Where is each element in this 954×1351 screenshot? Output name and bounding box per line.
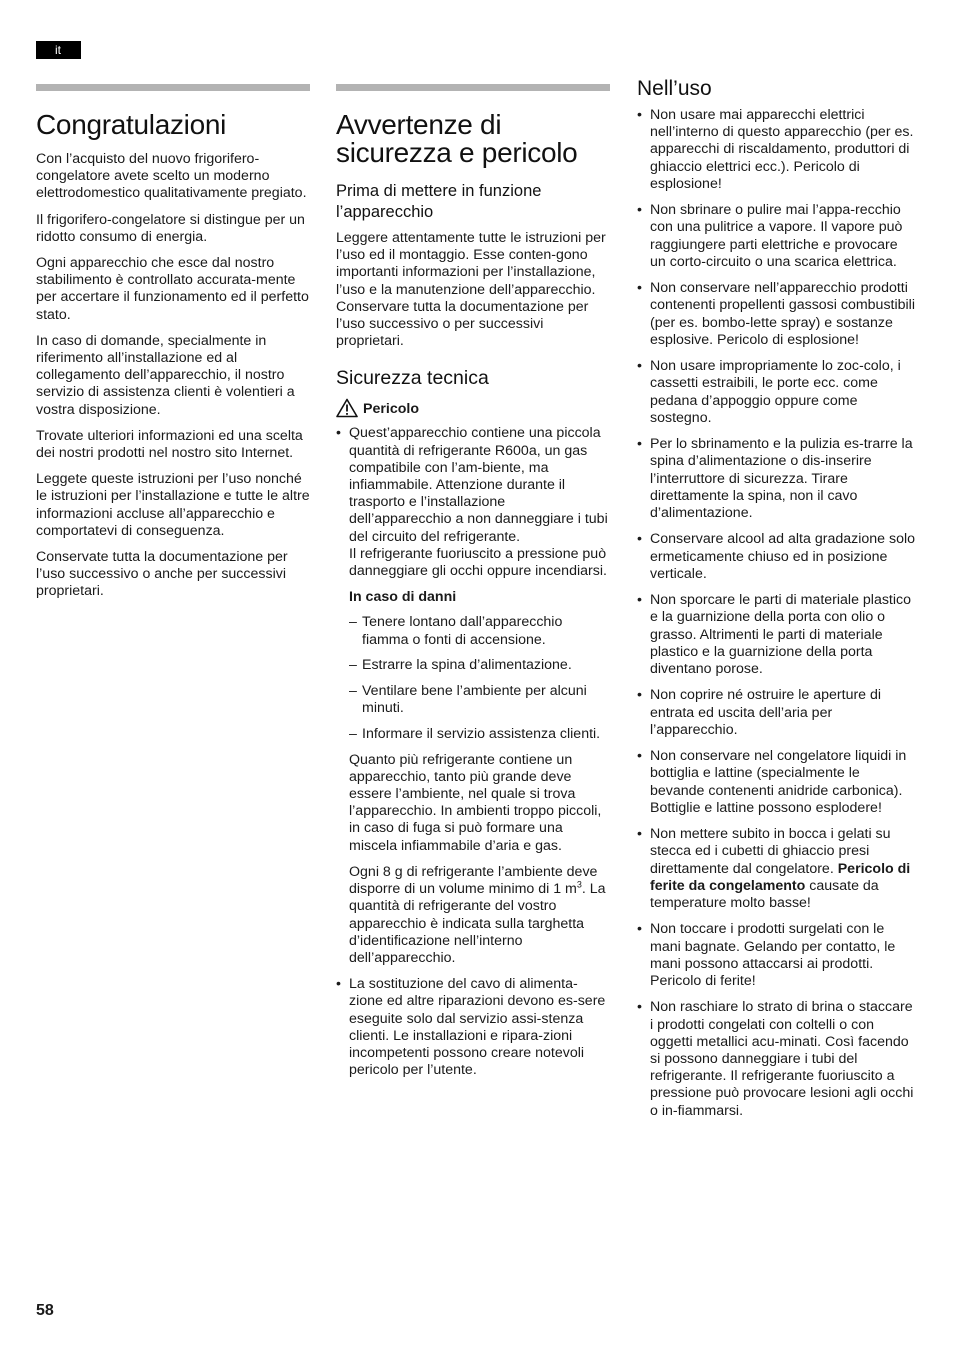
- superscript: 3: [576, 879, 582, 890]
- list-item: [349, 614, 610, 648]
- list-item: [349, 683, 610, 717]
- list-item: [637, 531, 915, 583]
- bullet-text: Non coprire né ostruire le aperture di entrata ed uscita dell’aria per l’apparecchio.: [650, 687, 882, 738]
- list-item: [637, 280, 915, 349]
- bullet-text: Per lo sbrinamento e la pulizia es-trarre la spina d’alimentazione o dis-inserire l’interruttore di sicurezza. Tirare direttamente la spina, non il cavo d’alimentazione.: [650, 436, 913, 522]
- bullet-text: Non sbrinare o pulire mai l’appa-recchio con una pulitrice a vapore. Il vapore può raggiungere parti elettriche e provocare un corto-circuito o una scarica elettrica.: [650, 202, 903, 270]
- dash-text: Tenere lontano dall’apparecchio fiamma o fonti di accensione.: [362, 614, 563, 648]
- list-item: [637, 107, 915, 193]
- text-span: Ogni 8 g di refrigerante l’ambiente deve disporre di un volume minimo di 1 m: [349, 863, 598, 898]
- paragraph: Con l’acquisto del nuovo frigorifero-congelatore avete scelto un moderno elettrodomestico qualitativamente pregiato.: [36, 151, 307, 202]
- bullet-text: causate da temperature molto basse!: [650, 877, 879, 912]
- bullet-icon: •: [637, 358, 642, 375]
- damage-section: [349, 589, 610, 967]
- warning-text: Pericolo: [363, 401, 419, 418]
- paragraph: Trovate ulteriori informazioni ed una scelta dei nostri prodotti nel nostro sito Internet.: [36, 427, 303, 462]
- bullet-text: Non usare mai apparecchi elettrici nell’interno di questo apparecchio (per es. apparecchi di riscaldamento, produttori di ghiaccio elettrici ecc.). Pericolo di esplosione!: [650, 107, 914, 192]
- section-rule: [36, 84, 310, 91]
- dash-icon: –: [349, 657, 357, 674]
- prima-paragraph: Conservare tutta la documentazione per l’uso successivo o per successivi proprietari.: [336, 298, 589, 350]
- paragraph: Quanto più refrigerante contiene un apparecchio, tanto più grande deve essere l’ambiente, nel quale si trova l’apparecchio. In ambienti troppo piccoli, in caso di fuga si può formare una miscela infiammabile d’aria e gas.: [349, 751, 602, 854]
- warning-label: [336, 398, 610, 418]
- prima-paragraph: Leggere attentamente tutte le istruzioni per l’uso ed il montaggio. Esse conten-gono importanti informazioni per l’installazione, l’uso e la manutenzione dell’apparecchio.: [336, 230, 606, 298]
- avvertenze-title: Avvertenze di sicurezza e pericolo: [336, 109, 578, 168]
- list-item: [637, 999, 915, 1119]
- bullet-text: Non conservare nell’apparecchio prodotti contenenti propellenti gassosi combustibili (per es. bombo-lette spray) e sostanze esplosive. Pericolo di esplosione!: [650, 280, 915, 348]
- dash-text: Estrarre la spina d’alimentazione.: [362, 657, 572, 674]
- damage-label: In caso di danni: [349, 589, 457, 606]
- sicurezza-list-2: [336, 976, 610, 1079]
- list-item: [637, 358, 915, 427]
- list-item: [637, 592, 915, 678]
- page-number: 58: [36, 1302, 54, 1319]
- bullet-text: Il refrigerante fuoriuscito a pressione può danneggiare gli occhi oppure incendiarsi.: [349, 545, 607, 580]
- bullet-text: Conservare alcool ad alta gradazione solo ermeticamente chiuso ed in posizione verticale.: [650, 531, 915, 582]
- dash-text: Informare il servizio assistenza clienti.: [362, 725, 601, 742]
- bullet-text: Non conservare nel congelatore liquidi in bottiglia e lattine (specialmente le bevande contenenti anidride carbonica). Bottiglie e lattine possono esplodere!: [650, 748, 907, 816]
- bullet-icon: •: [637, 436, 642, 453]
- list-item: [637, 202, 915, 271]
- sicurezza-tecnica-heading: Sicurezza tecnica: [336, 367, 489, 390]
- bullet-text: Non toccare i prodotti surgelati con le mani bagnate. Gelando per contatto, le mani possono attaccarsi ai prodotti. Pericolo di ferite!: [650, 921, 896, 990]
- text-span: . La quantità di refrigerante del vostro apparecchio è indicata sulla targhetta d’identificazione nell’interno dell’apparecchio.: [349, 881, 606, 966]
- list-item: [637, 436, 915, 522]
- avvertenze-column: [336, 84, 610, 1088]
- bullet-text: Quest’apparecchio contiene una piccola quantità di refrigerante R600a, un gas compatibile con l’am-biente, ma infiammabile. Attenzione durante il trasporto e l’installazione dell’apparecchio a non danneggiare i tubi del circuito del refrigerante.: [349, 425, 608, 545]
- list-item: [637, 826, 915, 912]
- bullet-text: La sostituzione del cavo di alimenta-zione ed altre riparazioni devono es-sere eseguite solo dal servizio assi-stenza clienti. Le installazioni e ripara-zioni incompetenti possono creare notevoli pericolo per l’utente.: [349, 976, 606, 1079]
- bullet-icon: •: [637, 592, 642, 609]
- nelluso-list: [637, 107, 915, 1120]
- sicurezza-list: [336, 425, 610, 580]
- bullet-icon: •: [637, 280, 642, 297]
- bullet-icon: •: [637, 202, 642, 219]
- damage-list: [349, 614, 610, 743]
- bullet-icon: •: [637, 999, 642, 1016]
- dash-text: Ventilare bene l’ambiente per alcuni minuti.: [362, 683, 587, 717]
- bullet-text: Non usare impropriamente lo zoc-colo, i cassetti estraibili, le porte ecc. come pedana d’appoggio oppure come sostegno.: [650, 358, 901, 426]
- bold-warning: Pericolo di ferite da congelamento: [650, 860, 911, 894]
- list-item: [336, 425, 610, 580]
- paragraph: Ogni apparecchio che esce dal nostro stabilimento è controllato accurata-mente per accertare il funzionamento ed il perfetto stato.: [36, 255, 309, 323]
- nelluso-column: [637, 78, 915, 1129]
- bullet-text: Non mettere subito in bocca i gelati su stecca ed i cubetti di ghiaccio presi direttamente dal congelatore.: [650, 826, 891, 877]
- list-item: [349, 726, 610, 743]
- prima-heading: Prima di mettere in funzione l’apparecchio: [336, 182, 542, 221]
- paragraph: [349, 864, 610, 967]
- list-item: [637, 748, 915, 817]
- list-item: [637, 687, 915, 739]
- bullet-icon: •: [637, 748, 642, 765]
- nelluso-heading: Nell’uso: [637, 77, 712, 100]
- bullet-text: Non raschiare lo strato di brina o staccare i prodotti congelati con coltelli o con oggetti metallici acu-minati. Così facendo si possono danneggiare i tubi del refrigerante. Il refrigerante fuoriuscito a pressione può provocare lesioni agli occhi o in-fiammarsi.: [650, 999, 914, 1119]
- congratulazioni-title: Congratulazioni: [36, 109, 227, 140]
- bullet-icon: •: [336, 425, 341, 442]
- dash-icon: –: [349, 614, 357, 631]
- language-tag: it: [36, 41, 81, 59]
- bullet-icon: •: [336, 976, 341, 993]
- paragraph: Conservate tutta la documentazione per l’uso successivo o anche per successivi proprietari.: [36, 549, 288, 600]
- warning-triangle-icon: [336, 398, 358, 418]
- bullet-icon: •: [637, 826, 642, 843]
- bullet-icon: •: [637, 531, 642, 548]
- dash-icon: –: [349, 725, 357, 742]
- bullet-icon: •: [637, 687, 642, 704]
- bullet-icon: •: [637, 921, 642, 938]
- bullet-text: Non sporcare le parti di materiale plastico e la guarnizione della porta con olio o grasso. Altrimenti le parti di materiale plastico e la guarnizione della porta diventano porose.: [650, 592, 912, 678]
- congratulazioni-column: [36, 84, 310, 610]
- list-item: [336, 976, 610, 1079]
- list-item: [349, 657, 610, 674]
- paragraph: In caso di domande, specialmente in riferimento all’installazione ed al collegamento dell’apparecchio, il nostro servizio di assistenza clienti è volentieri a vostra disposizione.: [36, 332, 295, 418]
- dash-icon: –: [349, 683, 357, 700]
- section-rule: [336, 84, 610, 91]
- paragraph: Leggete queste istruzioni per l’uso nonché le istruzioni per l’installazione e tutte le altre informazioni accluse all’apparecchio e comportatevi di conseguenza.: [36, 471, 310, 539]
- paragraph: Il frigorifero-congelatore si distingue per un ridotto consumo di energia.: [36, 211, 305, 245]
- bullet-icon: •: [637, 107, 642, 123]
- list-item: [637, 921, 915, 990]
